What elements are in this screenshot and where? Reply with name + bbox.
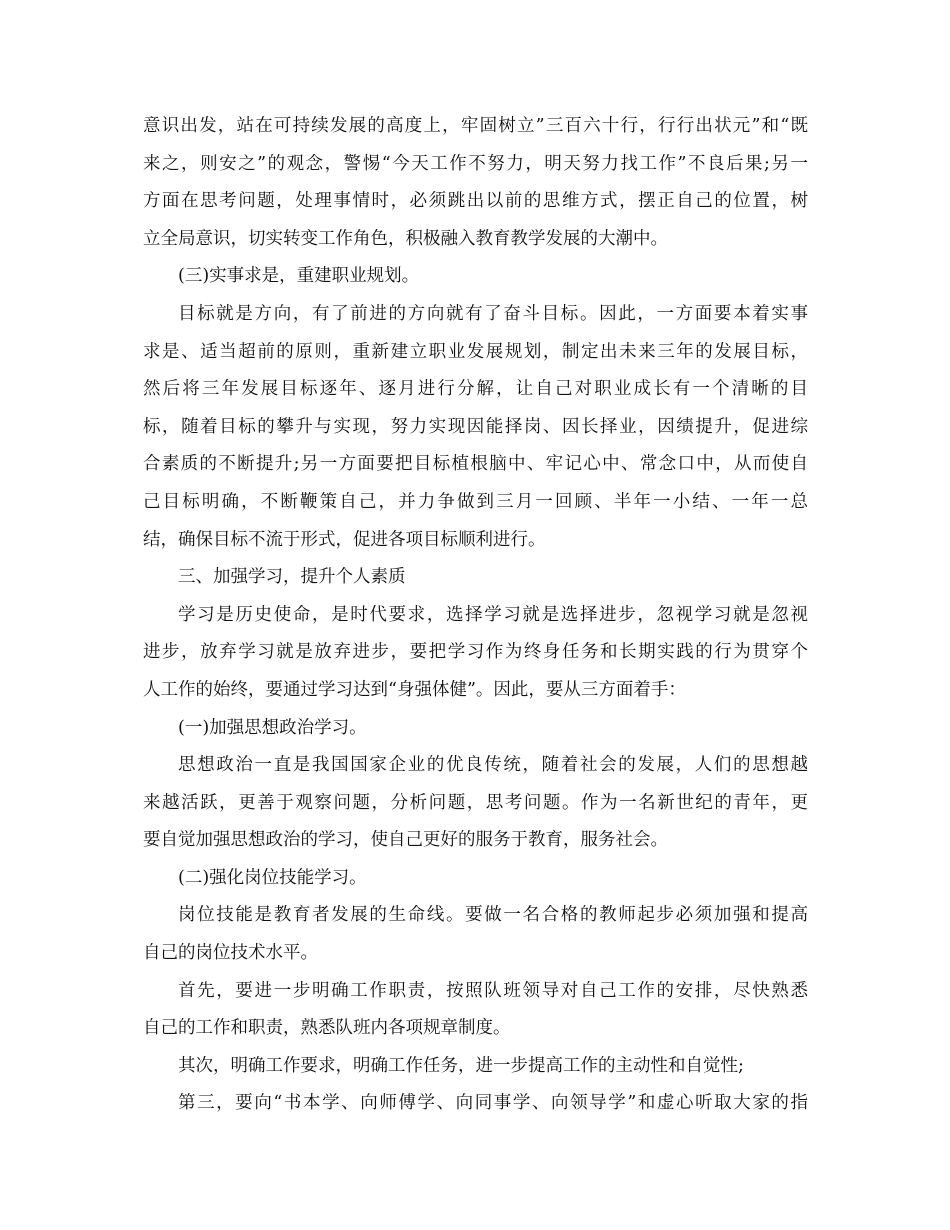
paragraph-first-line: 目标就是方向，有了前进的方向就有了奋斗目标。因此，一方面要本着实事 — [178, 303, 808, 324]
paragraph-line: 人工作的始终，要通过学习达到“身强体健”。因此，要从三方面着手： — [143, 679, 686, 700]
paragraph-line: 方面在思考问题，处理事情时，必须跳出以前的思维方式，摆正自己的位置，树 — [143, 191, 808, 212]
paragraph-first-line: 思想政治一直是我国国家企业的优良传统，随着社会的发展，人们的思想越 — [178, 755, 808, 776]
paragraph-line: 立全局意识，切实转变工作角色，积极融入教育教学发展的大潮中。 — [143, 228, 668, 249]
paragraph-line: 意识出发，站在可持续发展的高度上，牢固树立”三百六十行，行行出状元”和“既 — [143, 116, 808, 136]
paragraph-line: 自己的工作和职责，熟悉队班内各项规章制度。 — [143, 1018, 511, 1039]
paragraph-line: 来之，则安之”的观念，警惕“今天工作不努力，明天努力找工作”不良后果;另一 — [143, 153, 808, 174]
paragraph-first-line: 首先，要进一步明确工作职责，按照队班领导对自己工作的安排，尽快熟悉 — [178, 980, 808, 1001]
paragraph-line: 结，确保目标不流于形式，促进各项目标顺利进行。 — [143, 529, 546, 550]
document-body — [143, 108, 808, 1123]
paragraph-first-line: 学习是历史使命，是时代要求，选择学习就是选择进步，忽视学习就是忽视 — [178, 604, 808, 625]
paragraph-line: 求是、适当超前的原则，重新建立职业发展规划，制定出未来三年的发展目标， — [143, 341, 808, 362]
paragraph-line: 合素质的不断提升;另一方面要把目标植根脑中、牢记心中、常念口中，从而使自 — [143, 454, 808, 475]
paragraph-line: 自己的岗位技术水平。 — [143, 943, 318, 964]
paragraph-first-line: (一)加强思想政治学习。 — [178, 717, 367, 738]
paragraph-first-line: (三)实事求是，重建职业规划。 — [178, 266, 420, 287]
paragraph-line: 来越活跃，更善于观察问题，分析问题，思考问题。作为一名新世纪的青年，更 — [143, 792, 808, 813]
paragraph-first-line: 三、加强学习，提升个人素质 — [178, 567, 406, 588]
paragraph-first-line: 第三，要向“书本学、向师傅学、向同事学、向领导学”和虚心听取大家的指 — [178, 1093, 808, 1114]
paragraph-line: 进步，放弃学习就是放弃进步，要把学习作为终身任务和长期实践的行为贯穿个 — [143, 642, 808, 663]
paragraph-line: 然后将三年发展目标逐年、逐月进行分解，让自己对职业成长有一个清晰的目 — [143, 379, 808, 400]
paragraph-first-line: (二)强化岗位技能学习。 — [178, 867, 367, 888]
paragraph-first-line: 其次，明确工作要求，明确工作任务，进一步提高工作的主动性和自觉性; — [178, 1055, 744, 1076]
paragraph-line: 要自觉加强思想政治的学习，使自己更好的服务于教育，服务社会。 — [143, 830, 668, 851]
paragraph-line: 己目标明确，不断鞭策自己，并力争做到三月一回顾、半年一小结、一年一总 — [143, 491, 808, 512]
paragraph-first-line: 岗位技能是教育者发展的生命线。要做一名合格的教师起步必须加强和提高 — [178, 905, 808, 926]
paragraph-line: 标，随着目标的攀升与实现，努力实现因能择岗、因长择业，因绩提升，促进综 — [143, 416, 808, 437]
